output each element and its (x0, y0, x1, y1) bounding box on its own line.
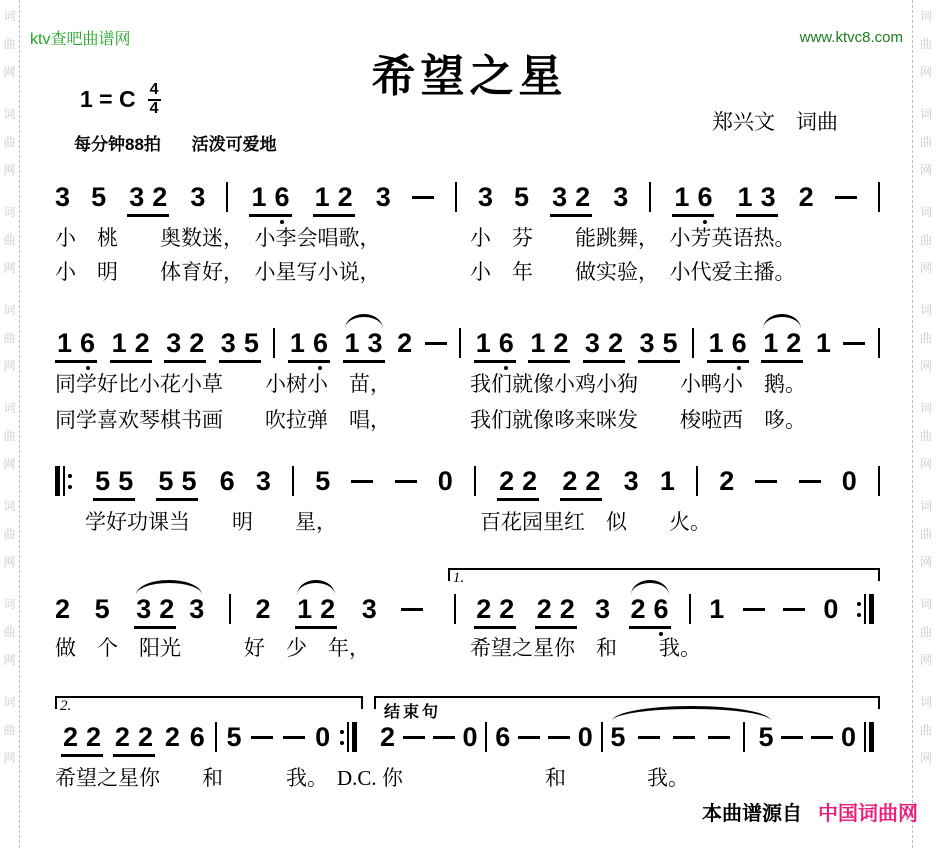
score-line-4 (55, 570, 880, 632)
lyric-segment: 小 芬 能跳舞， 小芳英语热。 (470, 226, 796, 250)
note: 1 (708, 327, 724, 358)
note: 6 (653, 593, 669, 624)
time-signature-denominator: 4 (149, 99, 159, 117)
note: 2 (86, 721, 102, 752)
note: 2 (189, 327, 205, 358)
note: 1 (111, 327, 127, 358)
watermark-text: 词 曲 网 (919, 9, 932, 79)
note: 3 (166, 327, 182, 358)
note: 3 (220, 327, 236, 358)
expression-text: 活泼可爱地 (191, 135, 277, 154)
note: 1 (763, 327, 779, 358)
note: 3 (477, 181, 493, 212)
note: 5 (514, 181, 530, 212)
note: 1 (475, 327, 491, 358)
lyric-segment: 我们就像哆来咪发 梭啦西 哆。 (470, 408, 806, 432)
note: 2 (798, 181, 814, 212)
barline (878, 328, 880, 358)
beamed-notes (93, 465, 135, 501)
final-barline (864, 721, 874, 753)
barline (878, 182, 880, 212)
note: 1 (314, 181, 330, 212)
beamed-notes (156, 465, 198, 501)
ending-bracket (55, 698, 363, 760)
lyric-segment: 希望之星你 和 我。 (55, 766, 328, 790)
dash-extension (351, 480, 373, 483)
dash-extension (781, 736, 803, 739)
note: 2 (55, 593, 71, 624)
note: 3 (255, 465, 271, 496)
watermark-text: 词 曲 网 (3, 695, 16, 765)
tempo-text: 每分钟88拍 (74, 135, 161, 154)
time-signature (148, 82, 161, 118)
dash-extension (835, 196, 857, 199)
note: 2 (585, 465, 601, 496)
lyric-segment: 学好功课当 明 星， (85, 510, 337, 534)
beamed-notes (288, 327, 330, 363)
barline (459, 328, 461, 358)
source-site: 中国词曲网 (818, 803, 918, 825)
note: 2 (114, 721, 130, 752)
score-line-1 (55, 174, 880, 220)
note: 5 (758, 721, 774, 752)
watermark-text: 词 曲 网 (919, 499, 932, 569)
beamed-notes (528, 327, 570, 363)
note: 5 (181, 465, 197, 496)
watermark-text: 词 曲 网 (919, 107, 932, 177)
note: 3 (552, 181, 568, 212)
beamed-notes (313, 181, 355, 217)
note: 5 (610, 721, 626, 752)
note: 5 (158, 465, 174, 496)
lyrics-row (55, 222, 895, 248)
note: 5 (91, 181, 107, 212)
note: 2 (553, 327, 569, 358)
lyric-segment: 希望之星你 和 我。 (470, 636, 701, 660)
note: 3 (375, 181, 391, 212)
lyric-segment: 我。 (647, 766, 689, 790)
lyrics-row (55, 506, 895, 532)
ending-bracket (448, 570, 880, 632)
dash-extension (755, 480, 777, 483)
note: 6 (219, 465, 235, 496)
dash-extension (412, 196, 434, 199)
repeat-begin-barline (55, 465, 72, 497)
beamed-notes (164, 327, 206, 363)
note: 0 (437, 465, 453, 496)
time-signature-numerator: 4 (148, 82, 161, 101)
thin-bar (864, 722, 866, 752)
beamed-notes (736, 181, 778, 217)
beamed-notes (583, 327, 625, 363)
note: 2 (63, 721, 79, 752)
ending-label: 1. (452, 570, 465, 586)
note: 1 (530, 327, 546, 358)
note: 2 (337, 181, 353, 212)
dash-extension (433, 736, 455, 739)
watermark-text: 词 曲 网 (3, 499, 16, 569)
thick-bar (869, 722, 874, 752)
note: 6 (274, 181, 290, 212)
barline (689, 594, 691, 624)
barline (292, 466, 294, 496)
note: 5 (243, 327, 259, 358)
note: 2 (255, 593, 271, 624)
note: 6 (495, 721, 511, 752)
note: 3 (136, 593, 152, 624)
beamed-notes (110, 327, 152, 363)
slur (134, 593, 205, 624)
beamed-notes (219, 327, 261, 363)
dash-extension (799, 480, 821, 483)
note: 0 (315, 721, 331, 752)
dash-extension (811, 736, 833, 739)
barline (215, 722, 217, 752)
thin-bar (63, 466, 65, 496)
note: 0 (462, 721, 478, 752)
note: 2 (499, 593, 515, 624)
note: 1 (709, 593, 725, 624)
note: 3 (639, 327, 655, 358)
note: 1 (674, 181, 690, 212)
beamed-notes (638, 327, 680, 363)
barline (878, 466, 880, 496)
watermark-text: 词 曲 网 (3, 401, 16, 471)
repeat-dots (68, 466, 72, 496)
lyrics-row (55, 256, 895, 282)
note: 2 (575, 181, 591, 212)
note: 2 (320, 593, 336, 624)
barline (485, 722, 487, 752)
dash-extension (251, 736, 273, 739)
thick-bar (55, 466, 60, 496)
dash-extension (425, 342, 447, 345)
barline (692, 328, 694, 358)
composer-credit: 郑兴文 词曲 (712, 110, 838, 134)
note: 3 (760, 181, 776, 212)
note: 5 (662, 327, 678, 358)
coda-bracket (374, 704, 880, 760)
note: 2 (134, 327, 150, 358)
note: 1 (57, 327, 73, 358)
lyrics-row (55, 404, 895, 430)
barline (454, 594, 456, 624)
watermark-text: 词 曲 网 (3, 597, 16, 667)
source-prefix: 本曲谱源自 (702, 803, 802, 825)
note: 2 (137, 721, 153, 752)
note: 2 (164, 721, 180, 752)
note: 2 (559, 593, 575, 624)
note: 2 (476, 593, 492, 624)
barline (601, 722, 603, 752)
note: 2 (630, 593, 646, 624)
beamed-notes (113, 721, 155, 757)
watermark-text: 词 曲 网 (3, 303, 16, 373)
note: 3 (190, 181, 206, 212)
note: 2 (159, 593, 175, 624)
repeat-end-barline (857, 593, 874, 625)
key-signature (80, 82, 161, 118)
dash-extension (548, 736, 570, 739)
barline (229, 594, 231, 624)
beamed-notes (295, 593, 337, 629)
beamed-notes (535, 593, 577, 629)
watermark-text: 词 曲 网 (3, 107, 16, 177)
note: 1 (289, 327, 305, 358)
lyrics-row (55, 632, 895, 658)
repeat-dots (857, 594, 861, 624)
song-title: 希望之星 (371, 52, 568, 101)
lyrics-row (55, 368, 895, 394)
note: 6 (731, 327, 747, 358)
note: 0 (823, 593, 839, 624)
beamed-notes (61, 721, 103, 757)
note: 5 (226, 721, 242, 752)
note: 6 (80, 327, 96, 358)
note: 2 (786, 327, 802, 358)
note: 6 (498, 327, 514, 358)
beamed-notes (134, 593, 176, 629)
note: 6 (189, 721, 205, 752)
note: 5 (315, 465, 331, 496)
ending-label: 结束句 (384, 704, 442, 721)
dash-extension (673, 736, 695, 739)
lyric-segment: 百花园里红 似 火。 (480, 510, 711, 534)
note: 1 (251, 181, 267, 212)
watermark-column-right (912, 0, 939, 848)
slur (761, 327, 803, 358)
dash-extension (403, 736, 425, 739)
note: 3 (367, 327, 383, 358)
dash-extension (518, 736, 540, 739)
note: 5 (95, 465, 111, 496)
lyric-segment: 小 明 体育好， 小星写小说， (55, 260, 381, 284)
note: 2 (380, 721, 396, 752)
lyrics-row (55, 762, 895, 788)
dash-extension (395, 480, 417, 483)
note: 2 (719, 465, 735, 496)
note: 5 (118, 465, 134, 496)
note: 3 (129, 181, 145, 212)
site-url: www.ktvc8.com (799, 29, 903, 46)
beamed-notes (127, 181, 169, 217)
note: 2 (499, 465, 515, 496)
lyric-segment: 同学喜欢琴棋书画 吹拉弹 唱， (55, 408, 391, 432)
note: 3 (613, 181, 629, 212)
dash-extension (843, 342, 865, 345)
score-line-3 (55, 458, 880, 504)
beamed-notes (474, 327, 516, 363)
barline (226, 182, 228, 212)
slur (629, 593, 671, 624)
note: 2 (536, 593, 552, 624)
beamed-notes (560, 465, 602, 501)
barline (649, 182, 651, 212)
lyric-segment: 和 (545, 766, 566, 790)
ending-label: 2. (60, 698, 72, 714)
note: 2 (152, 181, 168, 212)
beamed-notes (761, 327, 803, 363)
watermark-text: 词 曲 网 (919, 401, 932, 471)
barline (273, 328, 275, 358)
lyric-segment: 做 个 阳光 好 少 年， (55, 636, 370, 660)
note: 5 (94, 593, 110, 624)
note: 3 (189, 593, 205, 624)
slur (343, 327, 385, 358)
key-text: 1 = C (80, 86, 136, 113)
barline (474, 466, 476, 496)
note: 3 (55, 181, 71, 212)
watermark-text: 词 曲 网 (919, 597, 932, 667)
site-logo: ktv查吧曲谱网 (30, 31, 131, 48)
note: 2 (562, 465, 578, 496)
dash-extension (783, 608, 805, 611)
note: 0 (841, 465, 857, 496)
watermark-text: 词 曲 网 (3, 9, 16, 79)
watermark-text: 词 曲 网 (919, 695, 932, 765)
note: 2 (522, 465, 538, 496)
tempo-marking (74, 130, 277, 155)
beamed-notes (497, 465, 539, 501)
beamed-notes (474, 593, 516, 629)
note: 3 (623, 465, 639, 496)
note: 0 (840, 721, 856, 752)
note: 3 (584, 327, 600, 358)
note: 2 (397, 327, 413, 358)
dash-extension (708, 736, 730, 739)
note: 1 (737, 181, 753, 212)
lyric-segment: 小 桃 奥数迷， 小李会唱歌， (55, 226, 381, 250)
beamed-notes (249, 181, 291, 217)
lyric-segment: 小 年 做实验， 小代爱主播。 (470, 260, 796, 284)
note: 6 (697, 181, 713, 212)
beamed-notes (55, 327, 97, 363)
lyric-segment-dc: D.C. 你 (337, 766, 403, 790)
dash-extension (283, 736, 305, 739)
note: 3 (595, 593, 611, 624)
watermark-column-left (0, 0, 20, 848)
barline (743, 722, 745, 752)
source-credit (702, 797, 918, 826)
note: 1 (344, 327, 360, 358)
note: 0 (577, 721, 593, 752)
dash-extension (743, 608, 765, 611)
thick-bar (869, 594, 874, 624)
dash-extension (401, 608, 423, 611)
beamed-notes (550, 181, 592, 217)
note: 1 (297, 593, 313, 624)
note: 6 (312, 327, 328, 358)
beamed-notes (343, 327, 385, 363)
beamed-notes (707, 327, 749, 363)
dash-extension (638, 736, 660, 739)
beamed-notes (629, 593, 671, 629)
score-line-5 (55, 698, 880, 760)
watermark-text: 词 曲 网 (919, 205, 932, 275)
thick-bar (352, 722, 357, 752)
lyric-segment: 我们就像小鸡小狗 小鸭小 鹅。 (470, 372, 806, 396)
watermark-text: 词 曲 网 (919, 303, 932, 373)
thin-bar (864, 594, 866, 624)
repeat-dots (340, 722, 344, 752)
lyric-segment: 同学好比小花小草 小树小 苗， (55, 372, 391, 396)
barline (455, 182, 457, 212)
slur (295, 593, 337, 624)
score-line-2 (55, 320, 880, 366)
note: 2 (607, 327, 623, 358)
watermark-text: 词 曲 网 (3, 205, 16, 275)
repeat-end-barline (340, 721, 357, 753)
slur (610, 722, 773, 752)
beamed-notes (672, 181, 714, 217)
note: 1 (815, 327, 831, 358)
note: 1 (659, 465, 675, 496)
thin-bar (347, 722, 349, 752)
note: 3 (361, 593, 377, 624)
barline (696, 466, 698, 496)
